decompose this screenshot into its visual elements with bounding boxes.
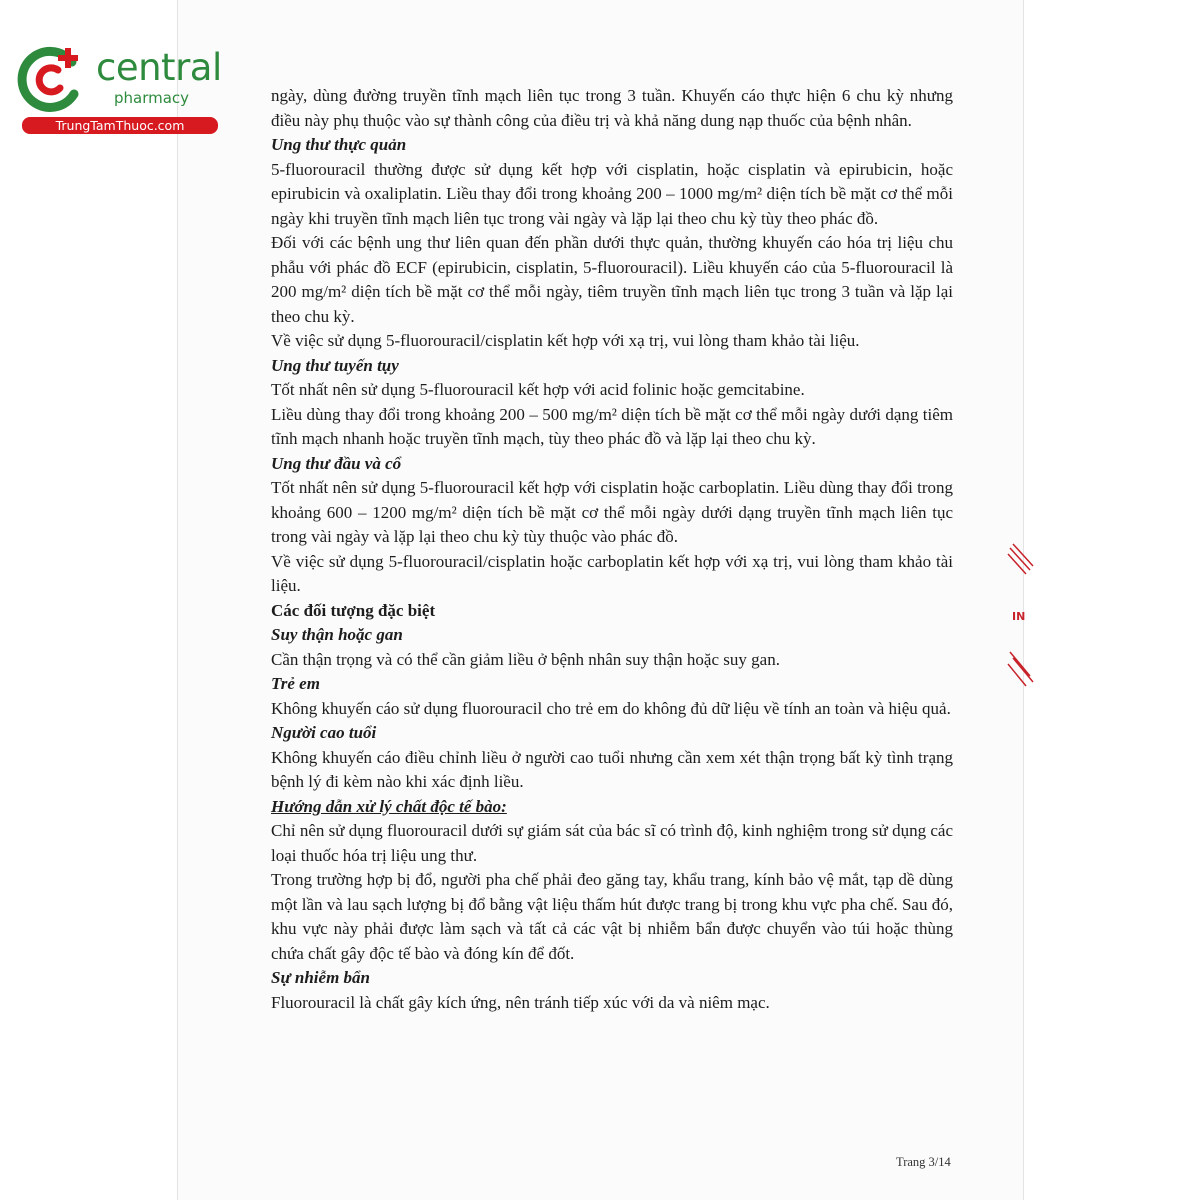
document-body: [271, 84, 953, 1015]
paragraph: Chỉ nên sử dụng fluorouracil dưới sự giám sát của bác sĩ có trình độ, kinh nghiệm trong sử dụng các loại thuốc hóa trị liệu ung thư.: [271, 821, 953, 865]
paragraph: Fluorouracil là chất gây kích ứng, nên tránh tiếp xúc với da và niêm mạc.: [271, 992, 770, 1012]
section-heading-children: Trẻ em: [271, 674, 320, 693]
paragraph: Về việc sử dụng 5-fluorouracil/cisplatin hoặc carboplatin kết hợp với xạ trị, vui lòng tham khảo tài liệu.: [271, 551, 953, 595]
paragraph: ngày, dùng đường truyền tĩnh mạch liên tục trong 3 tuần. Khuyến cáo thực hiện 6 chu kỳ nhưng điều này phụ thuộc vào sự thành công của điều trị và khả năng dung nạp thuốc của bệnh nhân.: [271, 86, 953, 130]
paragraph: Cần thận trọng và có thể cần giảm liều ở bệnh nhân suy thận hoặc suy gan.: [271, 649, 780, 669]
page-number: Trang 3/14: [896, 1155, 951, 1169]
section-heading-elderly: Người cao tuổi: [271, 723, 377, 742]
section-heading-cytotoxic-handling: Hướng dẫn xử lý chất độc tế bào:: [271, 796, 507, 816]
paragraph: Trong trường hợp bị đổ, người pha chế phải đeo găng tay, khẩu trang, kính bảo vệ mắt, tạp dề dùng một lần và lau sạch lượng bị đổ bằng vật liệu thấm hút được trang bị trong khu vực pha chế. Sau đó, khu vực này phải được làm sạch và tất cả các vật bị nhiễm bẩn được chuyển vào túi hoặc thùng chứa chất gây độc tế bào và đóng kín để đốt.: [271, 870, 953, 963]
section-heading-esophageal-cancer: Ung thư thực quản: [271, 135, 407, 154]
central-pharmacy-logo-mark-icon: [10, 38, 90, 118]
paragraph: Không khuyến cáo điều chỉnh liều ở người cao tuổi nhưng cần xem xét thận trọng bất kỳ tình trạng bệnh lý đi kèm nào khi xác định liều.: [271, 747, 953, 791]
red-stamp-mark: [1004, 540, 1038, 690]
section-heading-special-populations: Các đối tượng đặc biệt: [271, 600, 436, 620]
stamp-text: IN: [1012, 610, 1026, 623]
section-heading-renal-hepatic: Suy thận hoặc gan: [271, 625, 403, 644]
paragraph: Liều dùng thay đổi trong khoảng 200 – 500 mg/m² diện tích bề mặt cơ thể mỗi ngày dưới dạng tiêm tĩnh mạch nhanh hoặc truyền tĩnh mạch, tùy theo phác đồ và lặp lại theo chu kỳ.: [271, 404, 953, 448]
logo-name: central: [96, 46, 222, 89]
paragraph: Đối với các bệnh ung thư liên quan đến phần dưới thực quản, thường khuyến cáo hóa trị liệu chu phẫu với phác đồ ECF (epirubicin, cisplatin, 5-fluorouracil). Liều khuyến cáo của 5-fluorouracil là 200 mg/m² diện tích bề mặt cơ thể mỗi ngày, tiêm truyền tĩnh mạch liên tục trong 3 tuần và lặp lại theo chu kỳ.: [271, 233, 953, 326]
section-heading-pancreatic-cancer: Ung thư tuyến tụy: [271, 355, 399, 375]
paragraph: Không khuyến cáo sử dụng fluorouracil cho trẻ em do không đủ dữ liệu về tính an toàn và hiệu quả.: [271, 698, 951, 718]
logo-url-badge: TrungTamThuoc.com: [22, 117, 218, 134]
section-heading-contamination: Sự nhiễm bẩn: [271, 968, 370, 987]
paragraph: 5-fluorouracil thường được sử dụng kết hợp với cisplatin, hoặc cisplatin và epirubicin, hoặc epirubicin và oxaliplatin. Liều thay đổi trong khoảng 200 – 1000 mg/m² diện tích bề mặt cơ thể mỗi ngày khi truyền tĩnh mạch liên tục trong vài ngày và lặp lại theo chu kỳ tùy theo phác đồ.: [271, 159, 953, 228]
logo-subtitle: pharmacy: [114, 89, 190, 107]
section-heading-head-neck-cancer: Ung thư đầu và cổ: [271, 453, 402, 473]
paragraph: Tốt nhất nên sử dụng 5-fluorouracil kết hợp với cisplatin hoặc carboplatin. Liều dùng thay đổi trong khoảng 600 – 1200 mg/m² diện tích bề mặt cơ thể mỗi ngày dưới dạng truyền tĩnh mạch liên tục trong vài ngày và lặp lại theo chu kỳ tùy thuộc vào phác đồ.: [271, 478, 953, 546]
paragraph: Về việc sử dụng 5-fluorouracil/cisplatin kết hợp với xạ trị, vui lòng tham khảo tài liệu.: [271, 331, 860, 350]
central-pharmacy-logo: [10, 38, 222, 138]
paragraph: Tốt nhất nên sử dụng 5-fluorouracil kết hợp với acid folinic hoặc gemcitabine.: [271, 380, 805, 399]
